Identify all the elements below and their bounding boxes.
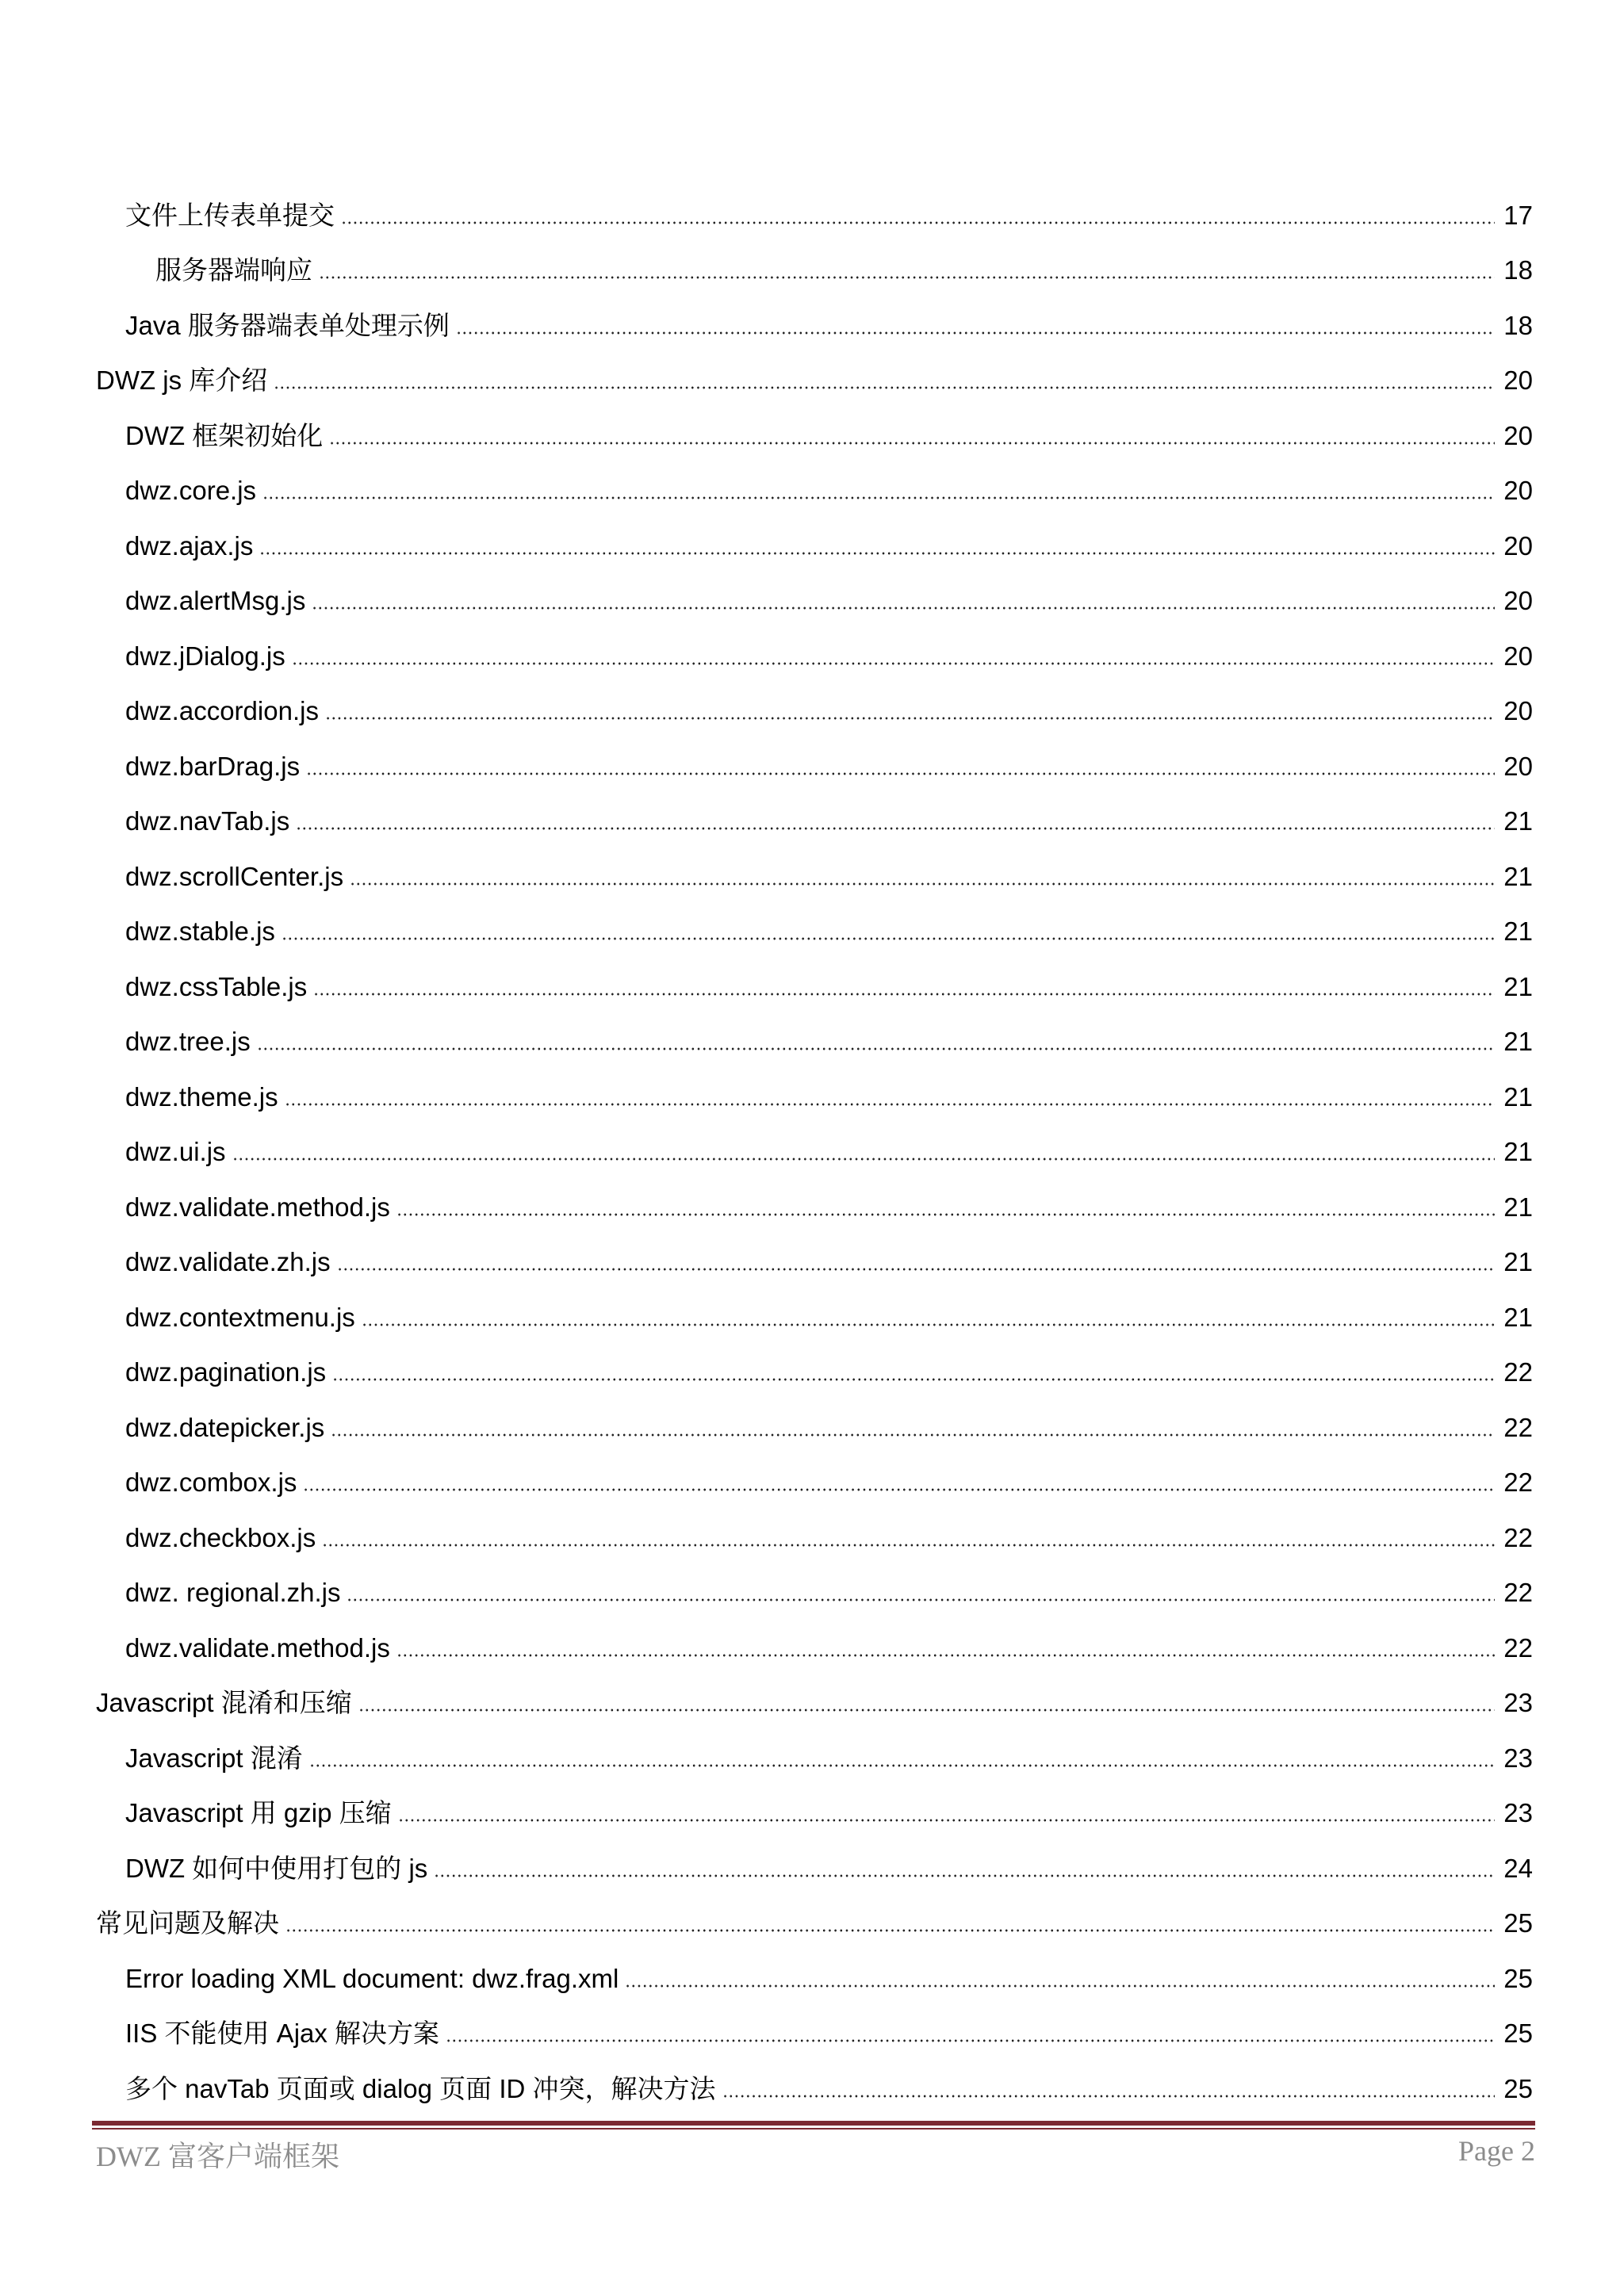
toc-entry[interactable]: [0, 1234, 1624, 1290]
toc-entry-page: 20: [1503, 476, 1533, 505]
toc-entry-page: 20: [1503, 641, 1533, 671]
toc-entry[interactable]: [0, 573, 1624, 629]
toc-entry-page: 21: [1503, 861, 1533, 891]
toc-entry-page: 25: [1503, 1908, 1533, 1938]
toc-entry[interactable]: [0, 683, 1624, 739]
toc-entry[interactable]: [0, 904, 1624, 959]
toc-entry[interactable]: [0, 2006, 1624, 2061]
toc-entry[interactable]: [0, 1124, 1624, 1180]
toc-entry-title: 常见问题及解决: [96, 1908, 279, 1938]
toc-entry-title: Javascript 用 gzip 压缩: [125, 1798, 392, 1827]
toc-dot-leader: [274, 386, 1495, 389]
toc-entry-title: dwz. regional.zh.js: [125, 1578, 341, 1607]
toc-entry-page: 25: [1503, 2073, 1533, 2103]
toc-dot-leader: [292, 662, 1495, 665]
toc-entry[interactable]: [0, 518, 1624, 573]
toc-entry-title: dwz.theme.js: [125, 1081, 278, 1112]
toc-entry-title: dwz.combox.js: [125, 1468, 297, 1497]
toc-entry-page: 23: [1503, 1743, 1533, 1773]
toc-entry[interactable]: [0, 959, 1624, 1014]
toc-entry[interactable]: [0, 1840, 1624, 1896]
toc-dot-leader: [446, 2039, 1495, 2042]
toc-entry-title: 文件上传表单提交: [125, 200, 335, 230]
toc-entry[interactable]: [0, 1014, 1624, 1070]
toc-dot-leader: [358, 1709, 1495, 1712]
toc-dot-leader: [332, 1378, 1495, 1381]
toc-entry[interactable]: [0, 1345, 1624, 1400]
toc-entry[interactable]: [0, 1785, 1624, 1841]
toc-entry[interactable]: [0, 353, 1624, 408]
toc-dot-leader: [312, 607, 1495, 610]
toc-entry-title: dwz.stable.js: [125, 916, 275, 946]
toc-entry[interactable]: [0, 738, 1624, 794]
toc-dot-leader: [456, 331, 1495, 335]
toc-entry-title: dwz.core.js: [125, 476, 257, 505]
toc-dot-leader: [309, 1764, 1495, 1767]
toc-dot-leader: [396, 1213, 1495, 1216]
toc-dot-leader: [259, 552, 1495, 555]
toc-dot-leader: [362, 1323, 1495, 1326]
toc-entry[interactable]: [0, 1069, 1624, 1124]
toc-entry-page: 23: [1503, 1688, 1533, 1717]
toc-entry-page: 18: [1503, 255, 1533, 285]
toc-entry-title: dwz.datepicker.js: [125, 1412, 325, 1442]
toc-entry-page: 22: [1503, 1468, 1533, 1497]
toc-entry-page: 21: [1503, 1302, 1533, 1332]
toc-entry-title: Javascript 混淆: [125, 1743, 303, 1773]
toc-entry-title: dwz.ui.js: [125, 1137, 226, 1166]
toc-entry-title: dwz.validate.method.js: [125, 1192, 390, 1222]
toc-dot-leader: [347, 1598, 1495, 1601]
toc-entry-page: 25: [1503, 2019, 1533, 2048]
toc-dot-leader: [350, 882, 1495, 886]
toc-dot-leader: [285, 1929, 1495, 1932]
toc-entry-title: dwz.ajax.js: [125, 530, 254, 561]
toc-dot-leader: [262, 496, 1495, 499]
toc-entry-page: 20: [1503, 420, 1533, 450]
footer-page-number: Page 2: [1458, 2135, 1535, 2167]
toc-entry-title: dwz.contextmenu.js: [125, 1302, 355, 1332]
toc-entry[interactable]: [0, 297, 1624, 353]
toc-entry-title: dwz.barDrag.js: [125, 751, 301, 781]
toc-entry-page: 23: [1503, 1798, 1533, 1827]
footer-rule: [92, 2121, 1535, 2126]
toc-entry-page: 20: [1503, 530, 1533, 561]
toc-entry[interactable]: [0, 1675, 1624, 1731]
toc-entry[interactable]: [0, 848, 1624, 904]
toc-entry[interactable]: [0, 1620, 1624, 1675]
toc-entry[interactable]: [0, 1565, 1624, 1621]
toc-entry-page: 25: [1503, 1963, 1533, 1993]
toc-entry-title: 多个 navTab 页面或 dialog 页面 ID 冲突，解决方法: [125, 2073, 716, 2103]
toc-dot-leader: [319, 276, 1495, 279]
toc-dot-leader: [313, 993, 1495, 996]
toc-dot-leader: [337, 1268, 1495, 1271]
toc-entry-page: 21: [1503, 1192, 1533, 1222]
toc-entry-title: dwz.validate.method.js: [125, 1632, 390, 1663]
toc-entry-title: dwz.accordion.js: [125, 696, 319, 725]
toc-entry[interactable]: [0, 408, 1624, 463]
toc-dot-leader: [296, 827, 1495, 830]
toc-entry-title: dwz.tree.js: [125, 1027, 251, 1056]
toc-entry-title: dwz.scrollCenter.js: [125, 861, 344, 891]
toc-dot-leader: [257, 1047, 1495, 1050]
toc-dot-leader: [722, 2095, 1496, 2098]
toc-dot-leader: [322, 1544, 1495, 1547]
toc-entry[interactable]: [0, 243, 1624, 298]
toc-entry-page: 24: [1503, 1853, 1533, 1883]
toc-dot-leader: [398, 1819, 1495, 1822]
toc-entry-title: dwz.navTab.js: [125, 806, 290, 836]
toc-dot-leader: [303, 1488, 1495, 1491]
toc-entry[interactable]: [0, 794, 1624, 849]
toc-dot-leader: [434, 1874, 1495, 1877]
toc-entry-page: 20: [1503, 751, 1533, 781]
toc-dot-leader: [625, 1984, 1495, 1988]
toc-entry-page: 22: [1503, 1522, 1533, 1552]
toc-dot-leader: [341, 221, 1495, 224]
toc-entry-title: Java 服务器端表单处理示例: [125, 310, 450, 340]
toc-entry-title: IIS 不能使用 Ajax 解决方案: [125, 2019, 440, 2048]
toc-entry-title: dwz.cssTable.js: [125, 971, 308, 1001]
toc-entry[interactable]: [0, 1179, 1624, 1234]
toc-entry-page: 20: [1503, 365, 1533, 395]
toc-entry-title: DWZ 框架初始化: [125, 420, 324, 450]
toc-entry-page: 22: [1503, 1412, 1533, 1442]
toc-entry-title: dwz.pagination.js: [125, 1357, 327, 1387]
toc-entry-page: 22: [1503, 1632, 1533, 1663]
toc-dot-leader: [232, 1158, 1495, 1161]
toc-entry-page: 21: [1503, 806, 1533, 836]
toc-dot-leader: [329, 442, 1495, 445]
toc-entry-page: 17: [1503, 200, 1533, 230]
toc-dot-leader: [331, 1433, 1495, 1437]
toc-entry-title: dwz.jDialog.js: [125, 641, 285, 671]
toc-entry-page: 18: [1503, 310, 1533, 340]
footer-rule-secondary: [92, 2128, 1535, 2130]
toc-entry-title: dwz.alertMsg.js: [125, 586, 306, 615]
toc-dot-leader: [282, 937, 1495, 940]
toc-entry-page: 21: [1503, 916, 1533, 946]
toc-entry[interactable]: [0, 187, 1624, 243]
toc-entry[interactable]: [0, 628, 1624, 683]
toc-entry-title: dwz.checkbox.js: [125, 1522, 316, 1552]
toc-entry-title: dwz.validate.zh.js: [125, 1247, 331, 1276]
toc-entry[interactable]: [0, 1289, 1624, 1345]
toc-entry-page: 20: [1503, 696, 1533, 725]
toc-dot-leader: [306, 772, 1495, 775]
toc-entry[interactable]: [0, 1950, 1624, 2006]
toc-entry-page: 22: [1503, 1578, 1533, 1607]
toc-entry[interactable]: [0, 1510, 1624, 1565]
toc-entry-page: 21: [1503, 1027, 1533, 1056]
toc-entry[interactable]: [0, 463, 1624, 519]
toc-dot-leader: [325, 717, 1495, 720]
toc-entry[interactable]: [0, 1730, 1624, 1785]
toc-entry-page: 22: [1503, 1357, 1533, 1387]
toc-entry-title: 服务器端响应: [155, 255, 312, 285]
toc-entry-page: 21: [1503, 1081, 1533, 1112]
footer-document-title: DWZ 富客户端框架: [96, 2141, 339, 2172]
toc-entry[interactable]: [0, 1896, 1624, 1951]
toc-entry-page: 21: [1503, 1137, 1533, 1166]
toc-entry-title: DWZ 如何中使用打包的 js: [125, 1853, 428, 1883]
table-of-contents: [0, 187, 1624, 2116]
toc-entry-title: Javascript 混淆和压缩: [96, 1688, 352, 1717]
toc-entry-title: DWZ js 库介绍: [96, 365, 268, 395]
toc-entry-page: 21: [1503, 1247, 1533, 1276]
toc-entry-page: 20: [1503, 586, 1533, 615]
toc-entry[interactable]: [0, 2061, 1624, 2116]
toc-dot-leader: [285, 1103, 1495, 1106]
toc-entry[interactable]: [0, 1455, 1624, 1510]
toc-entry-title: Error loading XML document: dwz.frag.xml: [125, 1963, 619, 1993]
toc-dot-leader: [396, 1654, 1495, 1657]
toc-entry-page: 21: [1503, 971, 1533, 1001]
toc-entry[interactable]: [0, 1399, 1624, 1455]
